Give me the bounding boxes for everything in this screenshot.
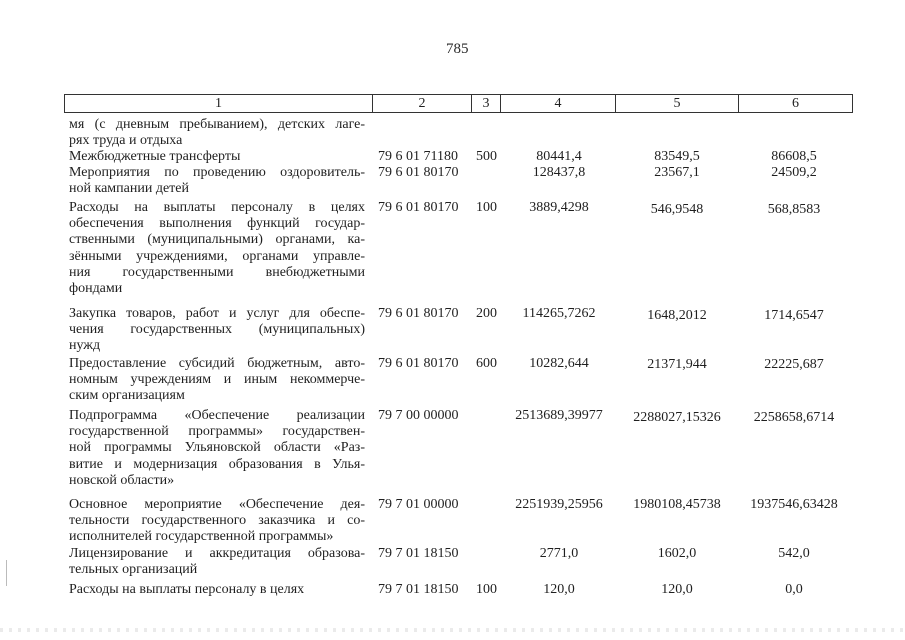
row-code: 79 7 01 00000: [378, 497, 459, 512]
row-value-5: 21371,944: [647, 357, 707, 372]
row-name: [69, 408, 365, 489]
row-name: [69, 200, 365, 297]
row-name-line: ной программы Ульяновской области «Раз-: [69, 440, 365, 456]
row-value-5: 1980108,45738: [633, 497, 721, 512]
row-name-line: Расходы на выплаты персоналу в целях: [69, 200, 365, 215]
row-value-6: 1937546,63428: [750, 497, 838, 512]
row-code: 79 7 01 18150: [378, 546, 459, 561]
row-value-5: 2288027,15326: [633, 410, 721, 425]
row-vr: 200: [476, 306, 497, 321]
row-name: [69, 306, 365, 355]
row-code: 79 6 01 80170: [378, 306, 459, 321]
row-value-6: 0,0: [785, 582, 803, 597]
row-name-line: ственными (муниципальными) органами, ка-: [69, 232, 365, 248]
header-col-1: 1: [64, 94, 373, 113]
row-name-line: исполнителей государственной программы»: [69, 529, 334, 545]
row-code: 79 6 01 80170: [378, 165, 459, 180]
row-name-line: государственной программы» государствен-: [69, 424, 365, 440]
row-value-6: 568,8583: [767, 202, 821, 217]
row-name-line: обеспечения выполнения функций государ-: [69, 216, 365, 232]
row-name-line: Расходы на выплаты персоналу в целях: [69, 582, 305, 597]
row-name-line: номным учреждениям и иным некоммерче-: [69, 372, 365, 388]
row-name-line: чения государственных (муниципальных): [69, 322, 365, 338]
row-value-4: 114265,7262: [522, 306, 596, 321]
row-name-line: фондами: [69, 280, 123, 296]
row-name-line: нужд: [69, 338, 101, 354]
row-value-6: 86608,5: [771, 149, 817, 164]
scan-noise: [0, 628, 905, 632]
row-value-5: 83549,5: [654, 149, 700, 164]
row-value-4: 2771,0: [539, 546, 579, 561]
row-value-5: 1602,0: [657, 546, 697, 561]
row-value-5: 120,0: [661, 582, 693, 597]
row-name-line: витие и модернизация образования в Улья-: [69, 456, 365, 472]
row-name-line: мя (с дневным пребыванием), детских лаге-: [69, 117, 365, 132]
row-name-line: Лицензирование и аккредитация образова-: [69, 546, 365, 561]
row-value-5: 1648,2012: [647, 308, 707, 323]
row-name: [69, 356, 365, 405]
row-code: 79 7 01 18150: [378, 582, 459, 597]
row-name-line: Межбюджетные трансферты: [69, 149, 241, 164]
row-vr: 600: [476, 356, 497, 371]
scan-edge-mark: [6, 560, 7, 586]
row-name-line: Подпрограмма «Обеспечение реализации: [69, 408, 365, 423]
row-name: [69, 546, 365, 578]
row-name-line: Предоставление субсидий бюджетным, авто-: [69, 356, 365, 371]
row-name-line: ским организациям: [69, 388, 185, 404]
row-value-6: 542,0: [778, 546, 810, 561]
row-name: [69, 497, 365, 546]
row-vr: 100: [476, 200, 497, 215]
row-name-line: рях труда и отдыха: [69, 133, 183, 149]
row-name-line: Основное мероприятие «Обеспечение дея-: [69, 497, 365, 512]
row-name-line: ния государственными внебюджетными: [69, 264, 365, 280]
row-code: 79 7 00 00000: [378, 408, 459, 423]
row-value-4: 120,0: [543, 582, 575, 597]
row-name-line: Закупка товаров, работ и услуг для обеспе-: [69, 306, 365, 321]
row-code: 79 6 01 80170: [378, 200, 459, 215]
row-name-line: новской области»: [69, 472, 175, 488]
header-col-4: 4: [500, 94, 616, 113]
row-value-6: 1714,6547: [764, 308, 824, 323]
header-col-2: 2: [372, 94, 472, 113]
header-col-3: 3: [471, 94, 501, 113]
row-value-4: 2513689,39977: [515, 408, 603, 423]
header-col-6: 6: [738, 94, 853, 113]
row-vr: 500: [476, 149, 497, 164]
row-value-5: 546,9548: [650, 202, 704, 217]
row-name-line: тельности государственного заказчика и со-: [69, 513, 365, 529]
row-value-6: 22225,687: [764, 357, 824, 372]
row-name-line: зёнными учреждениями, органами управле-: [69, 248, 365, 264]
row-name-line: Мероприятия по проведению оздоровитель-: [69, 165, 365, 180]
row-value-4: 80441,4: [536, 149, 582, 164]
page-number: 785: [446, 41, 469, 57]
row-vr: 100: [476, 582, 497, 597]
row-name: [69, 117, 365, 149]
row-value-4: 128437,8: [532, 165, 586, 180]
row-name: [69, 165, 365, 197]
row-code: 79 6 01 80170: [378, 356, 459, 371]
row-value-4: 3889,4298: [529, 200, 589, 215]
row-name: [69, 582, 365, 598]
row-name: [69, 149, 365, 165]
row-value-5: 23567,1: [654, 165, 700, 180]
row-name-line: ной кампании детей: [69, 181, 189, 197]
row-name-line: тельных организаций: [69, 562, 198, 578]
header-col-5: 5: [615, 94, 739, 113]
row-value-6: 24509,2: [771, 165, 817, 180]
row-code: 79 6 01 71180: [378, 149, 458, 164]
row-value-6: 2258658,6714: [753, 410, 835, 425]
row-value-4: 2251939,25956: [515, 497, 603, 512]
row-value-4: 10282,644: [529, 356, 589, 371]
